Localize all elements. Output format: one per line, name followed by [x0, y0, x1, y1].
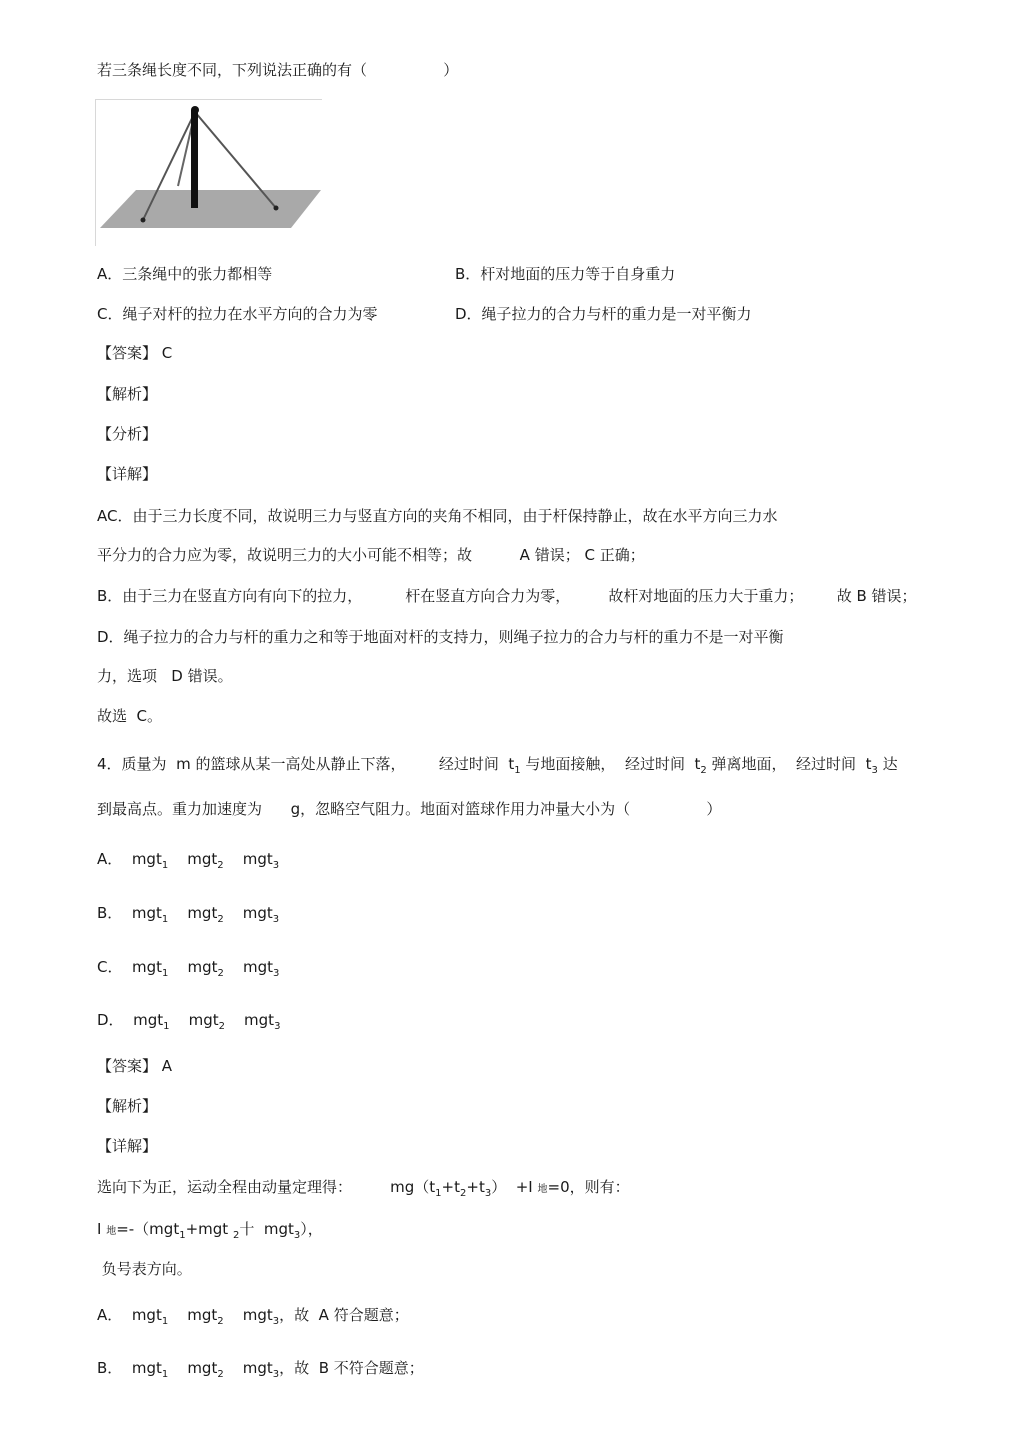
- term: mgt: [242, 958, 273, 976]
- q4-concl-a: [97, 1305, 409, 1332]
- sub: 1: [161, 860, 169, 871]
- q3-stem: 若三条绳长度不同，下列说法正确的有（ ）: [97, 61, 459, 79]
- term: mgt: [188, 1011, 219, 1029]
- pole-figure: [95, 99, 322, 246]
- q4-option-d-label: D．: [97, 1011, 124, 1029]
- sub: 1: [435, 1188, 442, 1199]
- q3-answer: 【答案】 C: [97, 344, 173, 362]
- sub: 3: [272, 914, 280, 925]
- term: mgt: [244, 1011, 275, 1029]
- label: B．: [97, 1359, 123, 1377]
- term: mgt: [131, 1359, 162, 1377]
- term: mgt: [131, 904, 162, 922]
- pole-ropes-illustration: [96, 100, 322, 246]
- q3-exp-b: B．由于三力在竖直方向有向下的拉力， 杆在竖直方向合力为零， 故杆对地面的压力大于重力； 故 B 错误；: [97, 587, 917, 605]
- q3-fenxi-heading: 【分析】: [97, 425, 158, 443]
- term: mgt: [131, 1306, 162, 1324]
- sub: 2: [218, 1021, 225, 1032]
- text: I: [97, 1220, 107, 1238]
- sub: 2: [460, 1188, 467, 1199]
- term: mgt: [242, 904, 273, 922]
- q4-answer: 【答案】 A: [97, 1057, 173, 1075]
- q4-stem-sub3: 3: [871, 765, 878, 776]
- q4-stem-sub1: 1: [514, 765, 521, 776]
- term: mgt: [242, 1359, 273, 1377]
- q4-option-a-label: A．: [97, 850, 123, 868]
- q3-exp-ac-line1: AC．由于三力长度不同，故说明三力与竖直方向的夹角不相同，由于杆保持静止，故在水平方向三力水: [97, 507, 778, 525]
- sub: 3: [484, 1188, 492, 1199]
- sub: 1: [162, 968, 169, 979]
- sub: 3: [272, 1316, 280, 1327]
- term: mgt: [187, 904, 218, 922]
- term: mgt: [187, 958, 218, 976]
- sub: 1: [179, 1230, 186, 1241]
- q4-stem-a: 4．质量为 m 的篮球从某一高处从静止下落， 经过时间 t: [97, 755, 515, 773]
- q3-exp-ac-line2: 平分力的合力应为零，故说明三力的大小可能不相等；故 A 错误； C 正确；: [97, 546, 645, 564]
- text: 地: [106, 1226, 117, 1237]
- q4-stem-b: 与地面接触， 经过时间 t: [520, 755, 701, 773]
- q4-concl-b: [97, 1358, 424, 1385]
- q3-conclusion: 故选 C。: [97, 707, 163, 725]
- term: mgt: [242, 850, 273, 868]
- sub: 2: [217, 1369, 224, 1380]
- q4-exp-line1: [97, 1177, 630, 1204]
- tail: ，故 B 不符合题意；: [279, 1359, 424, 1377]
- sub: 3: [272, 968, 280, 979]
- q4-exp-line3: 负号表方向。: [97, 1260, 192, 1278]
- q4-option-c-label: C．: [97, 958, 123, 976]
- text: +t: [466, 1178, 485, 1196]
- text: ） +I: [491, 1178, 538, 1196]
- sub: 3: [274, 1021, 281, 1032]
- sub: 2: [232, 1230, 240, 1241]
- q4-stem-c: 弹离地面， 经过时间 t: [706, 755, 872, 773]
- q4-option-c: [97, 957, 279, 984]
- q4-stem-sub2: 2: [700, 765, 707, 776]
- q3-option-d: D．绳子拉力的合力与杆的重力是一对平衡力: [455, 305, 752, 323]
- text: ），: [300, 1220, 323, 1238]
- q3-detail-heading: 【详解】: [97, 465, 158, 483]
- q4-option-b: [97, 903, 279, 930]
- q3-option-b: B．杆对地面的压力等于自身重力: [455, 265, 676, 283]
- sub: 3: [272, 860, 280, 871]
- text: =0，则有：: [547, 1178, 630, 1196]
- term: mgt: [132, 958, 163, 976]
- sub: 1: [161, 914, 169, 925]
- text: =-（mgt: [116, 1220, 180, 1238]
- term: mgt: [131, 850, 162, 868]
- sub: 3: [272, 1369, 280, 1380]
- label: A．: [97, 1306, 123, 1324]
- q4-option-d: [97, 1010, 280, 1037]
- text: 地: [537, 1184, 548, 1195]
- sub: 2: [217, 914, 224, 925]
- text: +mgt: [185, 1220, 233, 1238]
- term: mgt: [133, 1011, 164, 1029]
- q4-option-a: [97, 849, 279, 876]
- term: mgt: [187, 850, 218, 868]
- tail: ，故 A 符合题意；: [279, 1306, 409, 1324]
- q4-option-b-label: B．: [97, 904, 123, 922]
- sub: 2: [217, 860, 224, 871]
- q4-exp-line2: [97, 1219, 323, 1246]
- q4-detail-heading: 【详解】: [97, 1137, 158, 1155]
- q3-option-a: A．三条绳中的张力都相等: [97, 265, 273, 283]
- q3-analysis-heading: 【解析】: [97, 385, 158, 403]
- term: mgt: [242, 1306, 273, 1324]
- sub: 1: [161, 1369, 169, 1380]
- term: mgt: [187, 1306, 218, 1324]
- sub: 2: [217, 1316, 224, 1327]
- q4-stem-line2: 到最高点。重力加速度为 g，忽略空气阻力。地面对篮球作用力冲量大小为（ ）: [97, 800, 722, 818]
- term: mgt: [187, 1359, 218, 1377]
- text: 选向下为正，运动全程由动量定理得： mg（t: [97, 1178, 436, 1196]
- q3-option-c: C．绳子对杆的拉力在水平方向的合力为零: [97, 305, 378, 323]
- q4-analysis-heading: 【解析】: [97, 1097, 158, 1115]
- text: 十 mgt: [239, 1220, 294, 1238]
- sub: 1: [161, 1316, 169, 1327]
- q4-stem-d: 达: [877, 755, 898, 773]
- sub: 1: [163, 1021, 170, 1032]
- sub: 3: [293, 1230, 301, 1241]
- q4-stem-line1: [97, 754, 898, 781]
- text: +t: [441, 1178, 460, 1196]
- sub: 2: [217, 968, 224, 979]
- q3-exp-d-line2: 力，选项 D 错误。: [97, 667, 233, 685]
- q3-exp-d-line1: D．绳子拉力的合力与杆的重力之和等于地面对杆的支持力，则绳子拉力的合力与杆的重力不是一对平衡: [97, 628, 784, 646]
